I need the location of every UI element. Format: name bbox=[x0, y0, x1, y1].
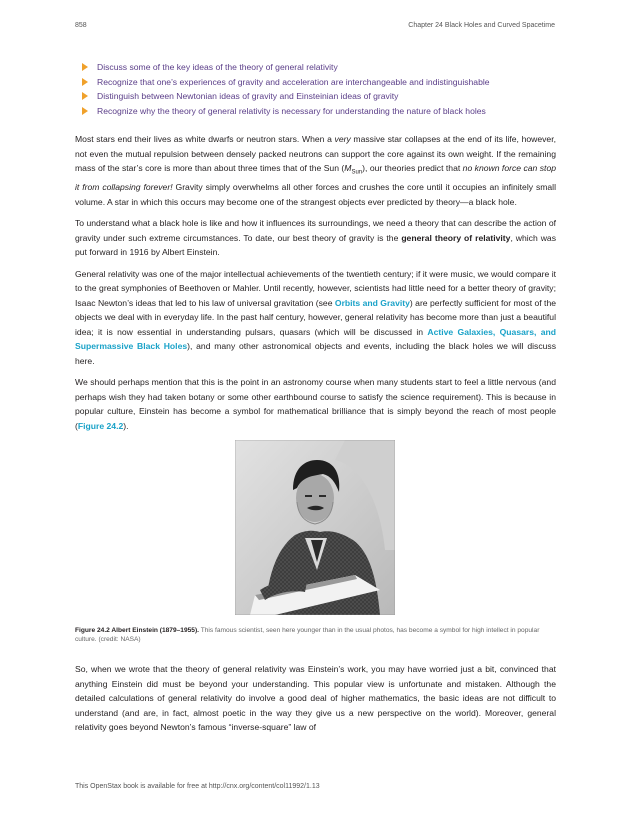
page-number: 858 bbox=[75, 22, 87, 29]
objective-item: Distinguish between Newtonian ideas of gravity and Einsteinian ideas of gravity bbox=[75, 89, 556, 104]
figure-caption: Figure 24.2 Albert Einstein (1879–1955). This famous scientist, seen here younger than in the usual photos, has become a symbol for high intellect in popular culture. (credit: NASA) bbox=[75, 627, 540, 644]
figure-container bbox=[75, 440, 556, 618]
paragraph-theory: To understand what a black hole is like and how it influences its surroundings, we need a theory that can describe the action of gravity under such extreme circumstances. To date, our best theory of gravity is the general theory of relativity, which was put forward in 1916 by Albert Einstein. bbox=[75, 218, 556, 258]
objective-item: Recognize that one’s experiences of gravity and acceleration are interchangeable and indistinguishable bbox=[75, 75, 556, 90]
link-figure-24-2[interactable]: Figure 24.2 bbox=[77, 420, 124, 431]
page-content bbox=[75, 60, 556, 742]
link-orbits-and-gravity[interactable]: Orbits and Gravity bbox=[334, 297, 410, 308]
paragraph-history: General relativity was one of the major intellectual achievements of the twentieth century; if it were music, we would compare it to the great symphonies of Beethoven or Mahler. Until recently, however, scientists had little need for a better theory of gravity; Isaac Newton’s ideas that led to his law of universal gravitation (see Orbits and Gravity) are perfectly sufficient for most of the objects we deal with in everyday life. In the past half century, however, general relativity has become more than just a beautiful idea; it is now essential in understanding pulsars, quasars (which will be discussed in Active Galaxies, Quasars, and Supermassive Black Holes), and many other astronomical objects and events, including the black holes we will discuss here. bbox=[75, 268, 557, 366]
chapter-title: Chapter 24 Black Holes and Curved Spacetime bbox=[408, 22, 555, 29]
einstein-photo bbox=[235, 440, 395, 615]
triangle-bullet-icon bbox=[82, 63, 88, 71]
figure-label: Figure 24.2 Albert Einstein (1879–1955). bbox=[75, 627, 199, 635]
triangle-bullet-icon bbox=[82, 92, 88, 100]
paragraph-popular-culture: We should perhaps mention that this is the point in an astronomy course when many students start to feel a little nervous (and perhaps wish they had taken botany or some other earthbound course to satisfy the science requirement). This is because in popular culture, Einstein has become a symbol for mathematical brilliance that is simply beyond the reach of most people (Figure 24.2). bbox=[75, 377, 556, 431]
paragraph-intro: Most stars end their lives as white dwarfs or neutron stars. When a very massive star collapses at the end of its life, however, not even the mutual repulsion between densely packed neutrons can support the core against its own weight. If the remaining mass of the star’s core is more than about three times that of the Sun $(M_{Sun})$, our theories predict that no known force can stop it from collapsing forever! Gravity simply overwhelms all other forces and crushes the core until it occupies an infinitely small volume. A star in which this occurs may become one of the strangest objects ever predicted by theory—a black hole. bbox=[75, 134, 557, 207]
paragraph-einstein: So, when we wrote that the theory of general relativity was Einstein’s work, you may have worried just a bit, convinced that anything Einstein did must be beyond your understanding. This popular view is unfortunate and mistaken. Although the detailed calculations of general relativity do involve a good deal of higher mathematics, the basic ideas are not difficult to understand (and are, in fact, almost poetic in the way they give us a new perspective on the world). Moreover, general relativity goes beyond Newton’s famous “inverse-square” law of bbox=[75, 664, 556, 733]
objective-item: Recognize why the theory of general relativity is necessary for understanding the nature of black holes bbox=[75, 104, 556, 119]
learning-objectives bbox=[75, 60, 556, 118]
page-footer: This OpenStax book is available for free at http://cnx.org/content/col11992/1.13 bbox=[75, 783, 320, 790]
triangle-bullet-icon bbox=[82, 107, 88, 115]
key-term: general theory of relativity bbox=[401, 232, 511, 243]
triangle-bullet-icon bbox=[82, 78, 88, 86]
objective-item: Discuss some of the key ideas of the theory of general relativity bbox=[75, 60, 556, 75]
link-active-galaxies[interactable]: Active Galaxies, Quasars, and Supermassive Black Holes bbox=[75, 326, 556, 352]
